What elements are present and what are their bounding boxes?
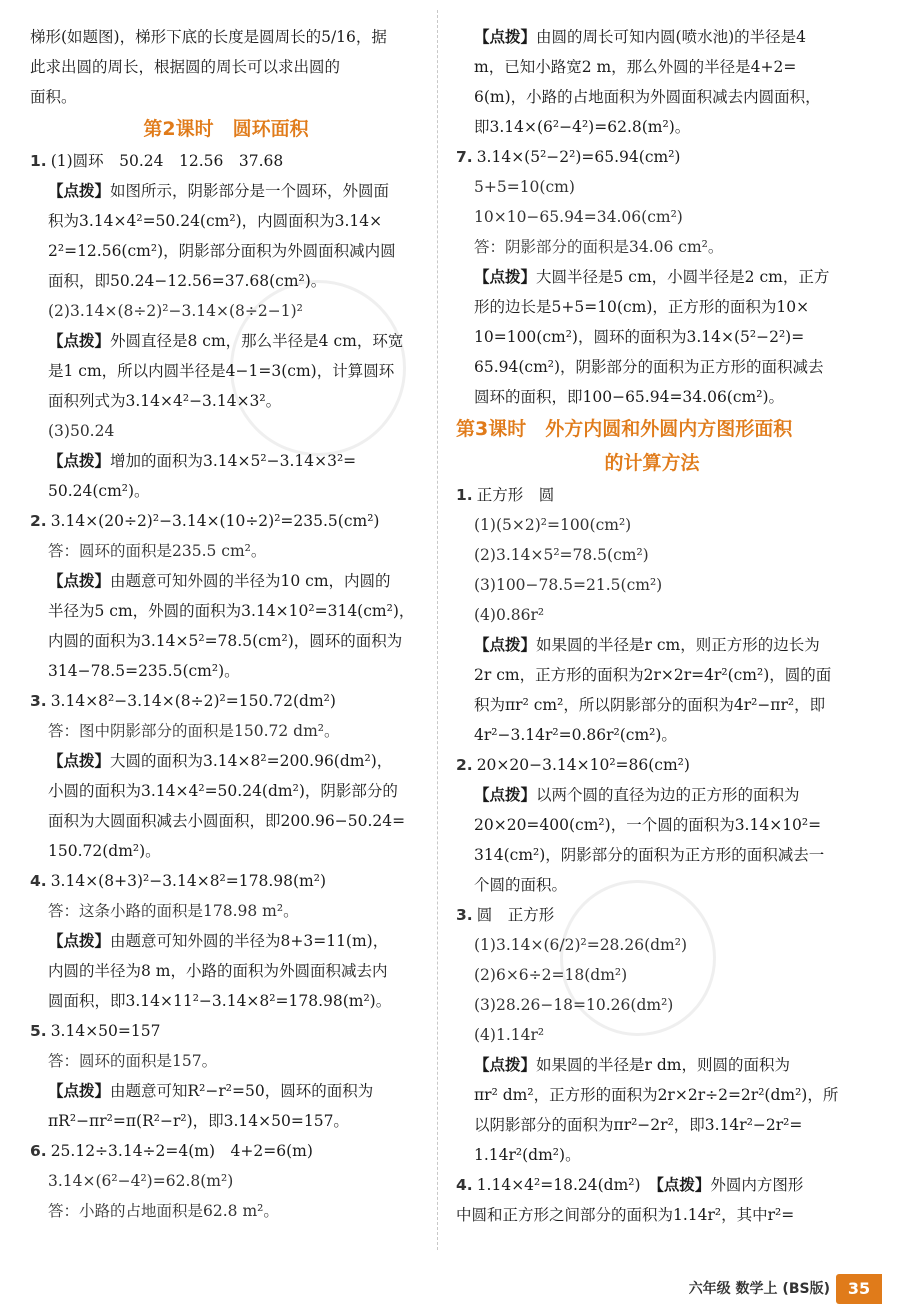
answer-line: (2)6×6÷2=18(dm²) [474,966,628,984]
tip-line: 小圆的面积为3.14×4²=50.24(dm²)，阴影部分的 [48,782,398,800]
tip-label: 【点拨】 [474,28,537,46]
tip-line: 圆面积，即3.14×11²−3.14×8²=178.98(m²)。 [48,992,392,1010]
question-3: 3. 3.14×8²−3.14×(8÷2)²=150.72(dm²) [30,692,336,710]
tip-label: 【点拨】 [474,1056,537,1074]
question-number: 7. [456,148,473,166]
tip-line: 个圆的面积。 [474,876,568,894]
tip-line: 是1 cm，所以内圆半径是4−1=3(cm)，计算圆环 [48,362,395,380]
tip-label: 【点拨】 [48,572,111,590]
question-5: 5. 3.14×50=157 [30,1022,161,1040]
tip-label: 【点拨】 [474,636,537,654]
question-number: 3. [30,692,47,710]
tip-line: m，已知小路宽2 m，那么外圆的半径是4+2= [474,58,797,76]
answer-line: 答：圆环的面积是235.5 cm²。 [48,542,267,560]
tip-line: 【点拨】以两个圆的直径为边的正方形的面积为 [474,786,800,804]
tip-line: 面积为大圆面积减去小圆面积，即200.96−50.24= [48,812,406,830]
question-r1: 1. 正方形 圆 [456,486,555,504]
answer-line: 5+5=10(cm) [474,178,575,196]
answer-line: (4)1.14r² [474,1026,545,1044]
tip-line: 150.72(dm²)。 [48,842,161,860]
tip-line: 【点拨】由题意可知外圆的半径为10 cm，内圆的 [48,572,391,590]
tip-line: 形的边长是5+5=10(cm)，正方形的面积为10× [474,298,810,316]
question-r4: 4. 1.14×4²=18.24(dm²) 【点拨】外圆内方图形 [456,1176,804,1194]
question-number: 2. [456,756,473,774]
lesson-title: 第3课时 外方内圆和外圆内方图形面积 [456,418,793,440]
tip-line: 【点拨】由题意可知外圆的半径为8+3=11(m)， [48,932,389,950]
tip-line: 半径为5 cm，外圆的面积为3.14×10²=314(cm²)， [48,602,415,620]
tip-line: 积为3.14×4²=50.24(cm²)，内圆面积为3.14× [48,212,383,230]
question-number: 4. [456,1176,473,1194]
tip-label: 【点拨】 [48,182,111,200]
tip-line: 10=100(cm²)，圆环的面积为3.14×(5²−2²)= [474,328,805,346]
question-r2: 2. 20×20−3.14×10²=86(cm²) [456,756,690,774]
question-number: 3. [456,906,473,924]
tip-line: 面积，即50.24−12.56=37.68(cm²)。 [48,272,327,290]
tip-line: 1.14r²(dm²)。 [474,1146,581,1164]
text-line: 此求出圆的周长，根据圆的周长可以求出圆的 [30,58,341,76]
tip-line: 65.94(cm²)，阴影部分的面积为正方形的面积减去 [474,358,824,376]
tip-label: 【点拨】 [48,932,111,950]
tip-line: 314−78.5=235.5(cm²)。 [48,662,240,680]
tip-line: 2²=12.56(cm²)，阴影部分面积为外圆面积减内圆 [48,242,396,260]
answer-line: (3)28.26−18=10.26(dm²) [474,996,674,1014]
answer-line: 10×10−65.94=34.06(cm²) [474,208,683,226]
question-2: 2. 3.14×(20÷2)²−3.14×(10÷2)²=235.5(cm²) [30,512,380,530]
tip-line: 50.24(cm²)。 [48,482,150,500]
question-number: 6. [30,1142,47,1160]
answer-line: 答：图中阴影部分的面积是150.72 dm²。 [48,722,340,740]
tip-label: 【点拨】 [474,268,537,286]
answer-line: (4)0.86r² [474,606,545,624]
tip-line: 积为πr² cm²，所以阴影部分的面积为4r²−πr²，即 [474,696,826,714]
tip-line: 【点拨】由圆的周长可知内圆(喷水池)的半径是4 [474,28,806,46]
tip-line: 面积列式为3.14×4²−3.14×3²。 [48,392,282,410]
tip-line: 20×20=400(cm²)，一个圆的面积为3.14×10²= [474,816,822,834]
left-column [30,22,422,1226]
question-r3: 3. 圆 正方形 [456,906,555,924]
tip-label: 【点拨】 [48,452,111,470]
tip-label: 【点拨】 [656,1176,711,1194]
tip-line: 内圆的面积为3.14×5²=78.5(cm²)，圆环的面积为 [48,632,403,650]
tip-line: 【点拨】如果圆的半径是r dm，则圆的面积为 [474,1056,790,1074]
answer-line: 答：这条小路的面积是178.98 m²。 [48,902,299,920]
column-divider [437,10,438,1250]
right-column [456,22,848,1230]
question-7: 7. 3.14×(5²−2²)=65.94(cm²) [456,148,681,166]
answer-line: 答：阴影部分的面积是34.06 cm²。 [474,238,724,256]
tip-label: 【点拨】 [474,786,537,804]
answer-line: (2)3.14×5²=78.5(cm²) [474,546,649,564]
question-6: 6. 25.12÷3.14÷2=4(m) 4+2=6(m) [30,1142,313,1160]
tip-line: 【点拨】大圆的面积为3.14×8²=200.96(dm²)， [48,752,393,770]
lesson-title: 第2课时 圆环面积 [143,118,309,140]
answer-line: (1)(5×2)²=100(cm²) [474,516,632,534]
tip-line: 内圆的半径为8 m，小路的面积为外圆面积减去内 [48,962,388,980]
tip-line: 中圆和正方形之间部分的面积为1.14r²，其中r²= [456,1206,795,1224]
tip-line: 【点拨】外圆直径是8 cm，那么半径是4 cm，环宽 [48,332,404,350]
text-line: 梯形(如题图)，梯形下底的长度是圆周长的5/16，据 [30,28,387,46]
tip-line: 即3.14×(6²−4²)=62.8(m²)。 [474,118,691,136]
tip-line: 以阴影部分的面积为πr²−2r²，即3.14r²−2r²= [474,1116,803,1134]
text-line: 面积。 [30,88,77,106]
lesson-title-cont: 的计算方法 [604,452,700,474]
tip-line: 6(m)，小路的占地面积为外圆面积减去内圆面积， [474,88,821,106]
answer-line: (1)3.14×(6/2)²=28.26(dm²) [474,936,687,954]
tip-line: 4r²−3.14r²=0.86r²(cm²)。 [474,726,677,744]
tip-line: πR²−πr²=π(R²−r²)，即3.14×50=157。 [48,1112,349,1130]
question-number: 2. [30,512,47,530]
question-number: 4. [30,872,47,890]
answer-line: (3)50.24 [48,422,115,440]
answer-line: 答：小路的占地面积是62.8 m²。 [48,1202,279,1220]
tip-line: 314(cm²)，阴影部分的面积为正方形的面积减去一 [474,846,825,864]
answer-line: 答：圆环的面积是157。 [48,1052,218,1070]
question-4: 4. 3.14×(8+3)²−3.14×8²=178.98(m²) [30,872,326,890]
tip-line: 【点拨】由题意可知R²−r²=50，圆环的面积为 [48,1082,374,1100]
question-number: 1. [456,486,473,504]
tip-line: 【点拨】大圆半径是5 cm，小圆半径是2 cm，正方 [474,268,830,286]
tip-label: 【点拨】 [48,1082,111,1100]
tip-line: 圆环的面积，即100−65.94=34.06(cm²)。 [474,388,784,406]
question-1: 1. (1)圆环 50.24 12.56 37.68 [30,152,284,170]
footer-text: 六年级 数学上 (BS版) [688,1281,830,1297]
question-number: 5. [30,1022,47,1040]
tip-line: 【点拨】增加的面积为3.14×5²−3.14×3²= [48,452,357,470]
page-number: 35 [836,1274,882,1304]
answer-line: (3)100−78.5=21.5(cm²) [474,576,663,594]
tip-line: 【点拨】如果圆的半径是r cm，则正方形的边长为 [474,636,820,654]
tip-label: 【点拨】 [48,332,111,350]
tip-line: πr² dm²，正方形的面积为2r×2r÷2=2r²(dm²)，所 [474,1086,839,1104]
tip-line: 【点拨】如图所示，阴影部分是一个圆环，外圆面 [48,182,390,200]
answer-line: 3.14×(6²−4²)=62.8(m²) [48,1172,234,1190]
answer-line: (2)3.14×(8÷2)²−3.14×(8÷2−1)² [48,302,303,320]
question-number: 1. [30,152,47,170]
tip-line: 2r cm，正方形的面积为2r×2r=4r²(cm²)，圆的面 [474,666,832,684]
tip-label: 【点拨】 [48,752,111,770]
